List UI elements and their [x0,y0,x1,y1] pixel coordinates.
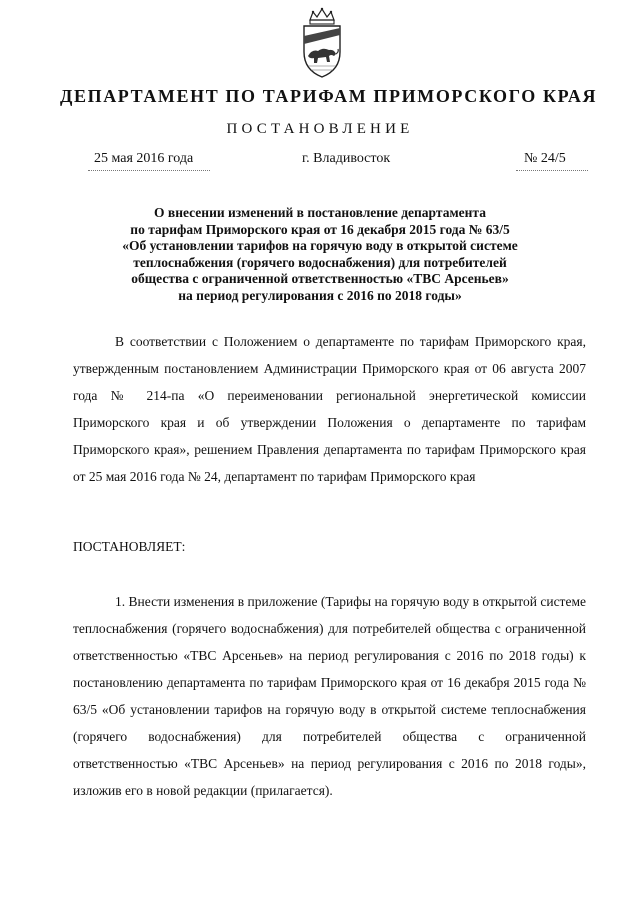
department-title: ДЕПАРТАМЕНТ ПО ТАРИФАМ ПРИМОРСКОГО КРАЯ [60,86,598,106]
preamble-paragraph: В соответствии с Положением о департаменте по тарифам Приморского края, утвержденным постановлением Администрации Приморского края от 06 августа 2007 года № 214-па «О переименовании региональной энергетической комиссии Приморского края и об утверждении Положения о департаменте по тарифам Приморского края», решением Правления департамента по тарифам Приморского края от 25 мая 2016 года № 24, департамент по тарифам Приморского края [73,334,586,484]
document-date: 25 мая 2016 года [94,151,194,166]
document-city: г. Владивосток [302,151,391,166]
document-type: ПОСТАНОВЛЕНИЕ [226,121,414,137]
subject-line: теплоснабжения (горячего водоснабжения) для потребителей [133,254,507,270]
document-number: № 24/5 [524,151,566,166]
subject-line: «Об установлении тарифов на горячую воду в открытой системе [122,238,518,253]
resolves-heading: ПОСТАНОВЛЯЕТ: [73,539,186,554]
subject-line: по тарифам Приморского края от 16 декабря 2015 года № 63/5 [130,221,510,237]
date-underline [88,170,210,171]
clause-1-paragraph: 1. Внести изменения в приложение (Тарифы на горячую воду в открытой системе теплоснабжения (горячего водоснабжения) для потребителей общества с ограниченной ответственностью «ТВС Арсеньев» на период регулирования с 2016 по 2018 годы) к постановлению департамента по тарифам Приморского края от 16 декабря 2015 года № 63/5 «Об установлении тарифов на горячую воду в открытой системе теплоснабжения (горячего водоснабжения) для потребителей общества с ограниченной ответственностью «ТВС Арсеньев» на период регулирования с 2016 по 2018 годы», изложив его в новой редакции (прилагается). [73,594,586,798]
document-subject [72,205,568,304]
coat-of-arms-icon [296,6,348,80]
number-underline [516,170,588,171]
subject-line: на период регулирования с 2016 по 2018 годы» [178,287,462,303]
subject-line: общества с ограниченной ответственностью «ТВС Арсеньев» [131,271,509,286]
subject-line: О внесении изменений в постановление департамента [154,205,486,220]
